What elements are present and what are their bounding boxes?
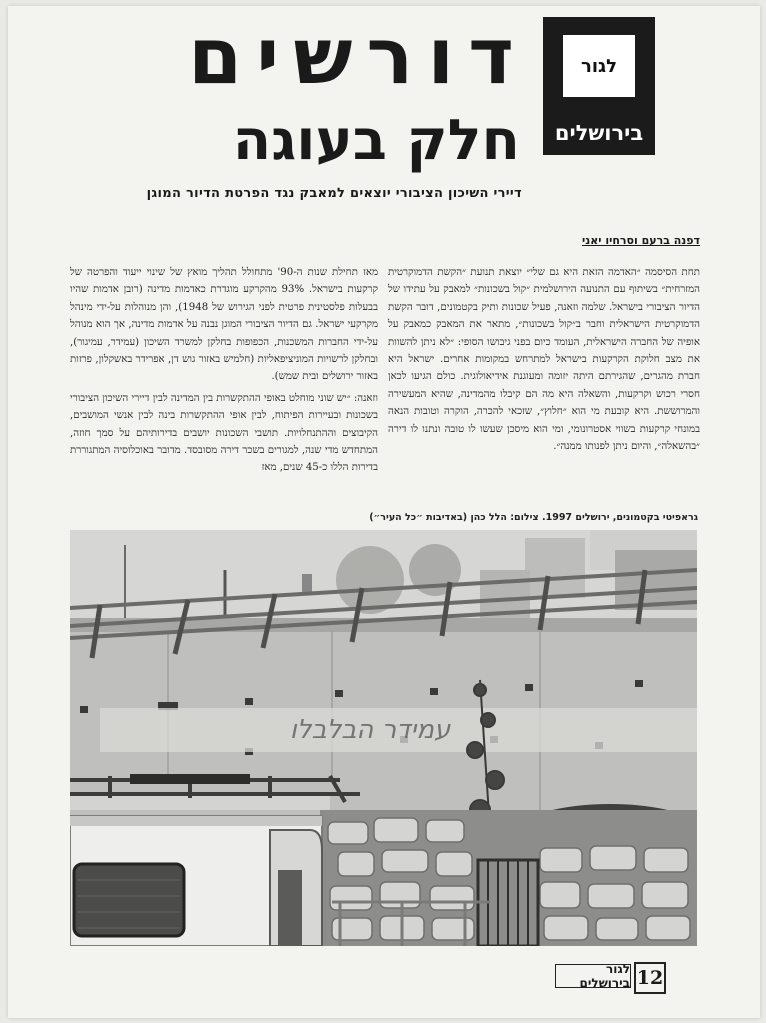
- badge-city: בירושלים: [554, 121, 644, 145]
- subhead: חלק בעוגה: [232, 108, 520, 173]
- headline: דורשים: [187, 12, 528, 102]
- section-badge: [543, 17, 655, 155]
- body-column-right: [388, 264, 700, 455]
- graffiti-text: עמידר הבלבלו: [289, 715, 451, 745]
- body-paragraph: וזאנה: ״יש שוני מוחלט באופי ההתקשרות בין המדינה לבין דיירי השיכון הציבורי בשכונות ובעיירות הפיתוח, לבין אופי ההתקשרות בינה לבין אנשי המושבים, הקיבוצים וההתנחלויות. תושבי השכונות יושבים בדירותיהם על סמך חוזה, המתחדש מדי שנה, למגורים בשכר דירה מסובסד. מדובר באוכלוסיה המתגוררת בדירות הללו כ-45 שנים, מאז: [70, 392, 378, 474]
- body-paragraph: תחת הסיסמה ״האדמה הזאת היא גם שלי״ יוצאת תנועת ״הקשת הדמוקרטית המזרחית״ בשיתוף עם התנועה הירושלמית ״קול בשכונות״ למאבק על עתידו של הדיור הציבורי בישראל. שלמה וזאנה, פעיל שכונות ותיק בקטמונים, דובר הקשת הדמוקרטית הישראלית וחבר ב״קול בשכונות״, מתאר את המאבק כמאבק על אופיה של החברה הישראלית, העומד כיום בפני גיבושו הסופי: ״לא ניתן להשוות את מצב חלוקת הקרקעות בישראל למתרחש במקומות אחרים. ישראל היא חברת מהגרים, שהגירתם היתה יזומה ומעוגנת אידיאולוגית. כולם הגיעו לכאן חסרי רכוש וקרקעות, והשאלה היא מה הם קיבלו מהמדינה, שהיא המעשירה והמרוששת. היא קובעת מי הוא ״חלוץ״, שזכאי להכרה, הוקרה וטובות הנאה במונחי קרקעות בשווי אסטרונומי, ומי הוא מיסכן שעשו לו טובה ונתנו לו דירה ״בהשאלה״, והיום ניתן לפנותו ממנה״.: [388, 267, 700, 453]
- page-number: 12: [634, 962, 666, 994]
- body-paragraph: מאז תחילת שנות ה-90' מתחולל תהליך מואץ של שינוי ייעוד והפרטה של קרקעות בישראל. 93% מהקרקע מוגדרת כאדמות מדינה (רובן אדמות שהיו בבעלות פלסטינית פרטית לפני הגירוש של 1948), והן מנוהלות על-ידי מינהל מקרקעי ישראל. גם הדיור הציבורי המוגן נבנה על אדמות מדינה, אך הוא מנוהל על-ידי החברות המשכנות, הכפופות בחלקן למשרד השיכון (עמידר, עמיגור), ובחלקן לרשויות המוניציפאליות (חלמיש באזור גוש דן, אפרידר באשקלון, פרזות באזור ירושלים ובית שמש).: [70, 267, 378, 383]
- deck: דיירי השיכון הציבורי יוצאים למאבק נגד הפרטת הדיור המוגן: [146, 186, 522, 201]
- body-column-left: [70, 264, 378, 477]
- photo-graffiti-wall: [70, 530, 697, 946]
- badge-top-label: לגור: [563, 35, 635, 97]
- byline: דפנה ברעם וסרחיו יאני: [582, 234, 700, 247]
- photo-caption: גראפיטי בקטמונים, ירושלים 1997. צילום: הלל כהן (באדיבות ״כל העיר״): [369, 512, 698, 523]
- footer-section-tag: לגור בירושלים: [555, 964, 631, 988]
